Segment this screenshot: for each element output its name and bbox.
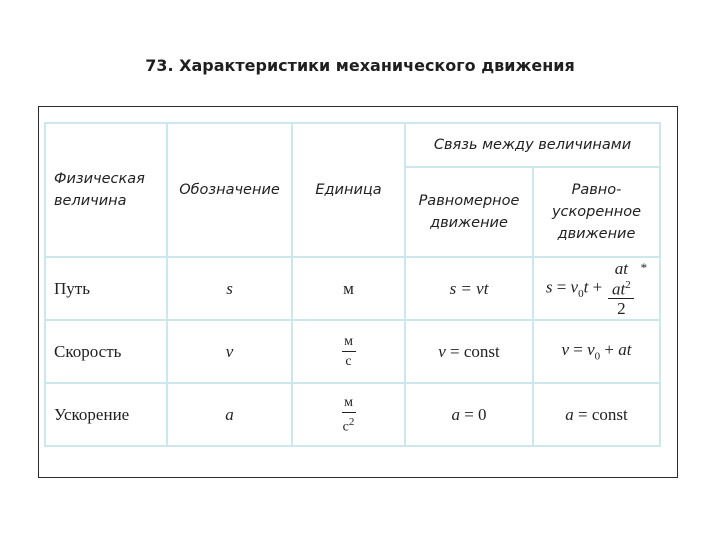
row-accelerated: $v = v_0$ + at [533, 320, 660, 383]
header-quantity: Физическая величина [45, 123, 167, 257]
row-symbol: a [167, 383, 292, 446]
table-row [45, 320, 660, 383]
row-unit: $\frac{м}{с}$ [292, 320, 405, 383]
row-uniform: s = vt [405, 257, 533, 320]
row-unit: $\frac{м}{с^2}$ [292, 383, 405, 446]
row-uniform: v = const [405, 320, 533, 383]
page-title: 73. Характеристики механического движения [145, 56, 575, 75]
row-accelerated: a = const [533, 383, 660, 446]
header-relation: Связь между величинами [405, 123, 660, 167]
row-accelerated: $s = v_0t$ + at $at^2$ 2 * [533, 257, 660, 320]
table-row [45, 383, 660, 446]
row-unit: м [292, 257, 405, 320]
characteristics-table [44, 122, 661, 447]
row-name: Скорость [45, 320, 167, 383]
header-accelerated: Равно-ускоренное движение [533, 167, 660, 257]
row-uniform: a = 0 [405, 383, 533, 446]
row-symbol: v [167, 320, 292, 383]
header-symbol: Обозначение [167, 123, 292, 257]
row-name: Ускорение [45, 383, 167, 446]
header-uniform: Равномерное движение [405, 167, 533, 257]
header-unit: Единица [292, 123, 405, 257]
row-symbol: s [167, 257, 292, 320]
table-row [45, 257, 660, 320]
row-name: Путь [45, 257, 167, 320]
